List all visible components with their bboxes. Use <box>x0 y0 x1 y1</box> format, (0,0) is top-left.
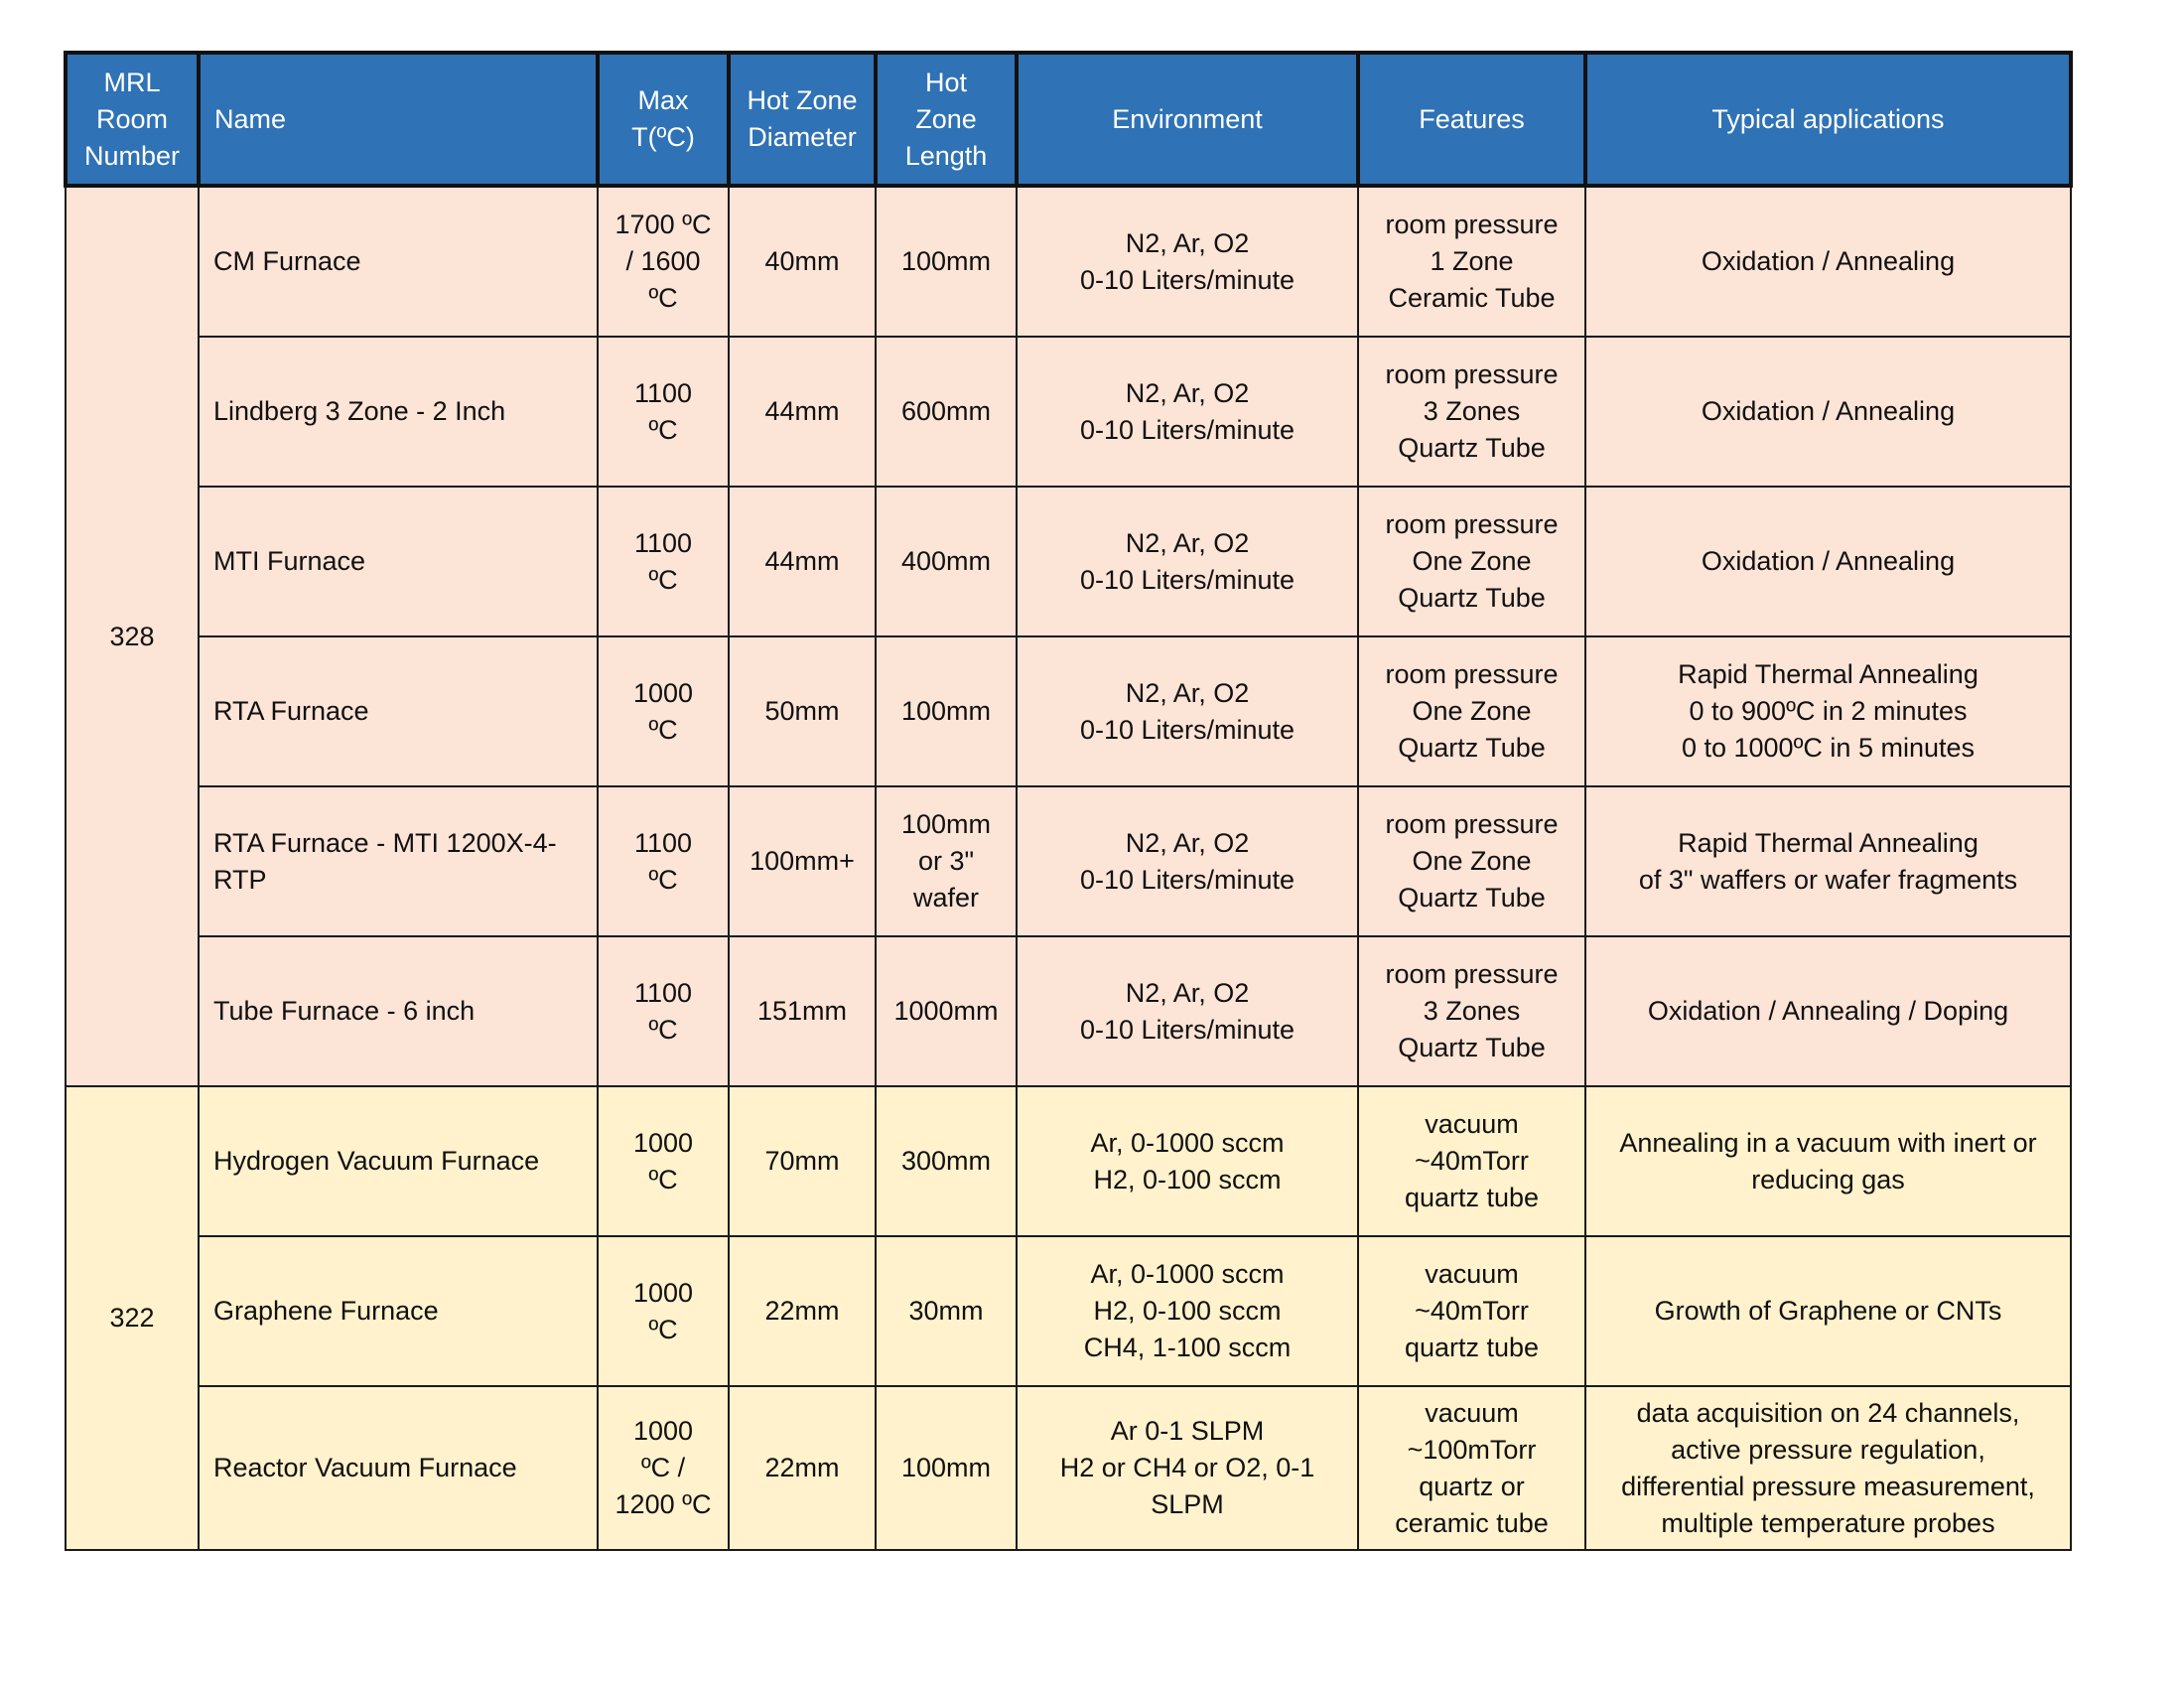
hot-zone-length: 600mm <box>876 337 1017 487</box>
hot-zone-diameter: 44mm <box>729 487 876 636</box>
hot-zone-diameter: 100mm+ <box>729 786 876 936</box>
table-row <box>66 186 2071 337</box>
typical-applications: data acquisition on 24 channels, active pressure regulation, differential pressure measurement, multiple temperature probes <box>1585 1386 2071 1550</box>
furnace-name: RTA Furnace - MTI 1200X-4-RTP <box>199 786 598 936</box>
table-row <box>66 337 2071 487</box>
hot-zone-length: 300mm <box>876 1086 1017 1236</box>
room-number-cell: 322 <box>66 1086 199 1550</box>
table-row <box>66 1086 2071 1236</box>
max-temperature: 1100 ºC <box>598 487 729 636</box>
features: room pressure One Zone Quartz Tube <box>1358 786 1585 936</box>
header-name: Name <box>199 53 598 186</box>
features: room pressure One Zone Quartz Tube <box>1358 487 1585 636</box>
max-temperature: 1100 ºC <box>598 786 729 936</box>
features: room pressure 3 Zones Quartz Tube <box>1358 337 1585 487</box>
table-row <box>66 636 2071 786</box>
furnace-name: Lindberg 3 Zone - 2 Inch <box>199 337 598 487</box>
environment: N2, Ar, O2 0-10 Liters/minute <box>1017 636 1358 786</box>
furnace-table <box>64 51 2073 1551</box>
header-environment: Environment <box>1017 53 1358 186</box>
furnace-name: RTA Furnace <box>199 636 598 786</box>
table-row <box>66 936 2071 1086</box>
table-row <box>66 786 2071 936</box>
typical-applications: Rapid Thermal Annealing 0 to 900ºC in 2 minutes 0 to 1000ºC in 5 minutes <box>1585 636 2071 786</box>
typical-applications: Oxidation / Annealing <box>1585 487 2071 636</box>
hot-zone-diameter: 50mm <box>729 636 876 786</box>
furnace-name: CM Furnace <box>199 186 598 337</box>
furnace-name: MTI Furnace <box>199 487 598 636</box>
max-temperature: 1000 ºC / 1200 ºC <box>598 1386 729 1550</box>
features: room pressure 3 Zones Quartz Tube <box>1358 936 1585 1086</box>
hot-zone-length: 100mm or 3" wafer <box>876 786 1017 936</box>
hot-zone-diameter: 22mm <box>729 1236 876 1386</box>
environment: Ar, 0-1000 sccm H2, 0-100 sccm <box>1017 1086 1358 1236</box>
hot-zone-diameter: 22mm <box>729 1386 876 1550</box>
features: vacuum ~40mTorr quartz tube <box>1358 1236 1585 1386</box>
max-temperature: 1000 ºC <box>598 1236 729 1386</box>
typical-applications: Rapid Thermal Annealing of 3" waffers or wafer fragments <box>1585 786 2071 936</box>
max-temperature: 1000 ºC <box>598 636 729 786</box>
features: vacuum ~40mTorr quartz tube <box>1358 1086 1585 1236</box>
header-typical-applications: Typical applications <box>1585 53 2071 186</box>
header-hot-zone-diameter: Hot Zone Diameter <box>729 53 876 186</box>
typical-applications: Growth of Graphene or CNTs <box>1585 1236 2071 1386</box>
furnace-name: Hydrogen Vacuum Furnace <box>199 1086 598 1236</box>
typical-applications: Oxidation / Annealing <box>1585 186 2071 337</box>
hot-zone-diameter: 44mm <box>729 337 876 487</box>
table-row <box>66 1236 2071 1386</box>
hot-zone-length: 400mm <box>876 487 1017 636</box>
hot-zone-length: 100mm <box>876 1386 1017 1550</box>
hot-zone-length: 30mm <box>876 1236 1017 1386</box>
typical-applications: Annealing in a vacuum with inert or reducing gas <box>1585 1086 2071 1236</box>
environment: N2, Ar, O2 0-10 Liters/minute <box>1017 186 1358 337</box>
hot-zone-length: 100mm <box>876 636 1017 786</box>
environment: Ar, 0-1000 sccm H2, 0-100 sccm CH4, 1-100 sccm <box>1017 1236 1358 1386</box>
header-features: Features <box>1358 53 1585 186</box>
environment: N2, Ar, O2 0-10 Liters/minute <box>1017 487 1358 636</box>
typical-applications: Oxidation / Annealing <box>1585 337 2071 487</box>
furnace-table-container <box>64 51 2069 1551</box>
header-hot-zone-length: Hot Zone Length <box>876 53 1017 186</box>
features: room pressure 1 Zone Ceramic Tube <box>1358 186 1585 337</box>
hot-zone-length: 1000mm <box>876 936 1017 1086</box>
hot-zone-length: 100mm <box>876 186 1017 337</box>
environment: N2, Ar, O2 0-10 Liters/minute <box>1017 337 1358 487</box>
max-temperature: 1100 ºC <box>598 337 729 487</box>
features: vacuum ~100mTorr quartz or ceramic tube <box>1358 1386 1585 1550</box>
max-temperature: 1000 ºC <box>598 1086 729 1236</box>
hot-zone-diameter: 70mm <box>729 1086 876 1236</box>
environment: N2, Ar, O2 0-10 Liters/minute <box>1017 936 1358 1086</box>
table-row <box>66 1386 2071 1550</box>
furnace-name: Graphene Furnace <box>199 1236 598 1386</box>
furnace-name: Reactor Vacuum Furnace <box>199 1386 598 1550</box>
features: room pressure One Zone Quartz Tube <box>1358 636 1585 786</box>
table-row <box>66 487 2071 636</box>
furnace-name: Tube Furnace - 6 inch <box>199 936 598 1086</box>
header-room-number: MRL Room Number <box>66 53 199 186</box>
hot-zone-diameter: 151mm <box>729 936 876 1086</box>
max-temperature: 1700 ºC / 1600 ºC <box>598 186 729 337</box>
header-max-temperature: Max T(ºC) <box>598 53 729 186</box>
header-row <box>66 53 2071 186</box>
typical-applications: Oxidation / Annealing / Doping <box>1585 936 2071 1086</box>
hot-zone-diameter: 40mm <box>729 186 876 337</box>
max-temperature: 1100 ºC <box>598 936 729 1086</box>
room-number-cell: 328 <box>66 186 199 1086</box>
environment: Ar 0-1 SLPM H2 or CH4 or O2, 0-1 SLPM <box>1017 1386 1358 1550</box>
environment: N2, Ar, O2 0-10 Liters/minute <box>1017 786 1358 936</box>
